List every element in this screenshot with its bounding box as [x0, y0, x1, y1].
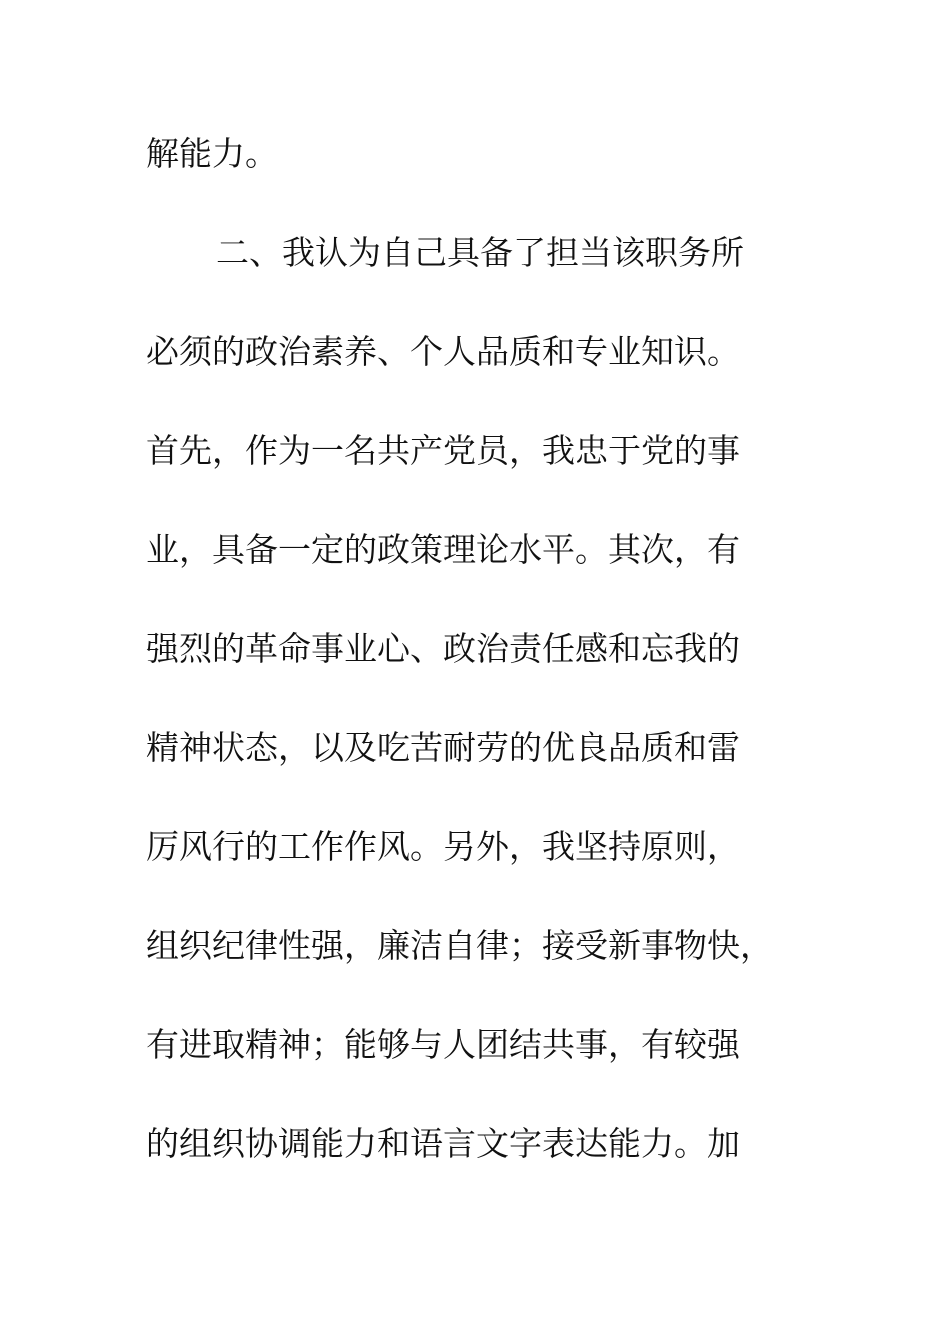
document-body-text	[146, 126, 806, 1215]
text-line: 强烈的革命事业心、政治责任感和忘我的	[146, 629, 740, 668]
text-line: 精神状态，以及吃苦耐劳的优良品质和雷	[146, 728, 740, 767]
text-line: 的组织协调能力和语言文字表达能力。加	[146, 1124, 740, 1163]
text-line: 业，具备一定的政策理论水平。其次，有	[146, 530, 740, 569]
text-line: 解能力。	[146, 134, 278, 173]
text-line: 厉风行的工作作风。另外，我坚持原则，	[146, 827, 740, 866]
text-line: 首先，作为一名共产党员，我忠于党的事	[146, 431, 740, 470]
text-line: 有进取精神；能够与人团结共事，有较强	[146, 1025, 740, 1064]
text-line: 组织纪律性强，廉洁自律；接受新事物快，	[146, 926, 773, 965]
paragraph-first-line: 二、我认为自己具备了担当该职务所	[216, 233, 744, 272]
text-line: 必须的政治素养、个人品质和专业知识。	[146, 332, 740, 371]
